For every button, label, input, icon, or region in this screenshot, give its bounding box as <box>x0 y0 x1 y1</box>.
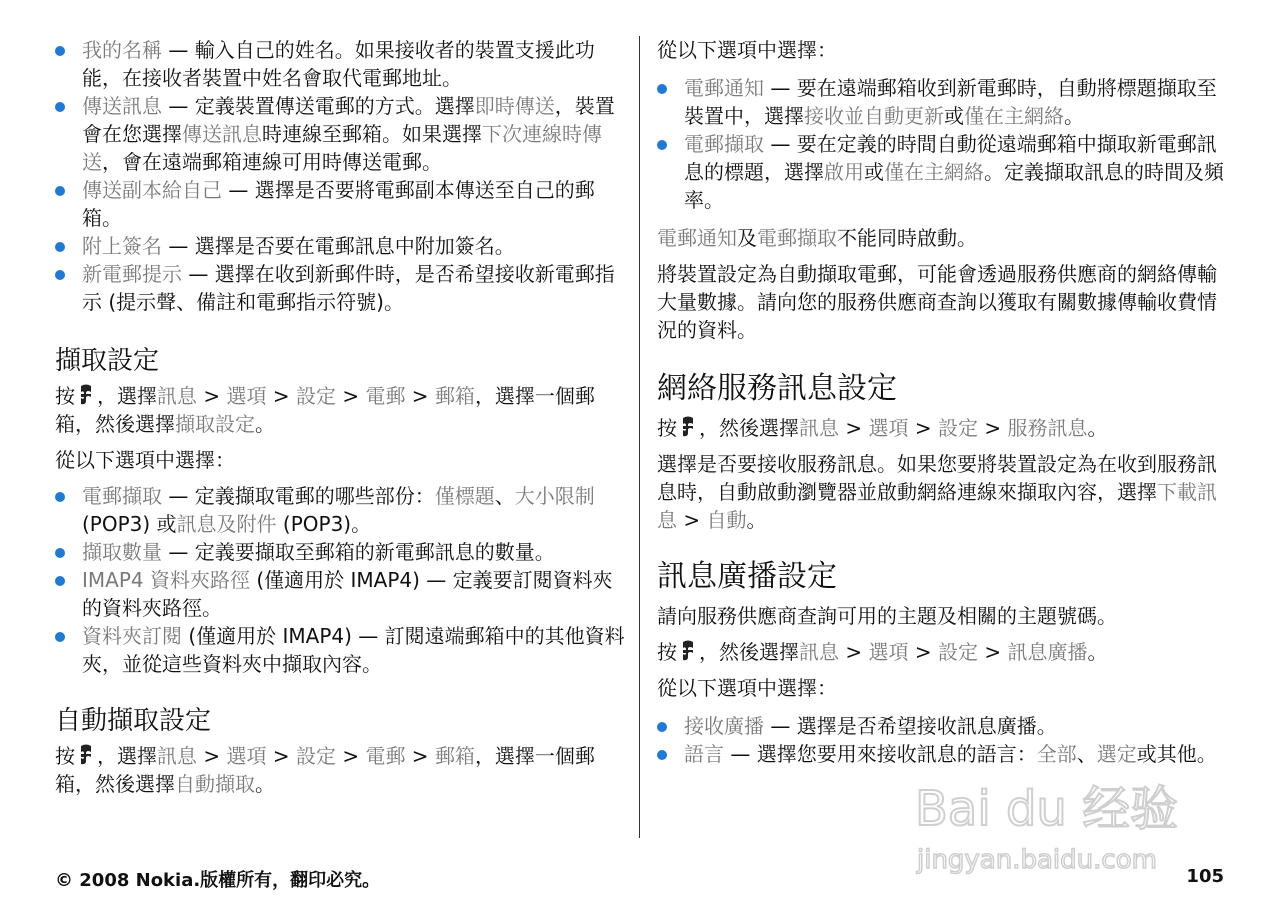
retrieval-instructions: 按 ，選擇訊息 > 選項 > 設定 > 電郵 > 郵箱，選擇一個郵箱，然後選擇擷取設定。 <box>55 384 595 436</box>
watermark-url: jingyan.baidu.com <box>917 845 1157 875</box>
list-item: 擷取數量 — 定義要擷取至郵箱的新電郵訊息的數量。 <box>55 538 625 566</box>
bullet-icon <box>55 242 65 252</box>
right-column <box>657 36 1227 768</box>
list-item: 語言 — 選擇您要用來接收訊息的語言：全部、選定或其他。 <box>657 740 1227 768</box>
copyright-footer: © 2008 Nokia.版權所有，翻印必究。 <box>55 870 381 891</box>
broadcast-options-list <box>657 712 1227 768</box>
list-item: 我的名稱 — 輸入自己的姓名。如果接收者的裝置支援此功能，在接收者裝置中姓名會取代電郵地址。 <box>55 36 625 92</box>
list-item: 資料夾訂閱 (僅適用於 IMAP4) — 訂閱遠端郵箱中的其他資料夾，並從這些資料夾中擷取內容。 <box>55 622 625 678</box>
bullet-icon <box>55 270 65 280</box>
watermark-brand: Bai du 经验 <box>915 781 1179 837</box>
bullet-icon <box>55 632 65 642</box>
bullet-icon <box>55 492 65 502</box>
bullet-icon <box>55 548 65 558</box>
auto-retrieval-instructions: 按 ，選擇訊息 > 選項 > 設定 > 電郵 > 郵箱，選擇一個郵箱，然後選擇自動擷取。 <box>55 744 595 796</box>
list-item: 電郵擷取 — 定義擷取電郵的哪些部份：僅標題、大小限制 (POP3) 或訊息及附件 (POP3)。 <box>55 482 625 538</box>
data-transfer-paragraph: 將裝置設定為自動擷取電郵，可能會透過服務供應商的網絡傳輸大量數據。請向您的服務供應商查詢以獲取有關數據傳輸收費情況的資料。 <box>657 262 1217 342</box>
service-paragraph: 選擇是否要接收服務訊息。如果您要將裝置設定為在收到服務訊息時，自動啟動瀏覽器並啟動網絡連線來擷取內容，選擇下載訊息 > 自動。 <box>657 452 1217 532</box>
bullet-icon <box>657 722 667 732</box>
list-item: 接收廣播 — 選擇是否希望接收訊息廣播。 <box>657 712 1227 740</box>
bullet-icon <box>657 140 667 150</box>
cell-broadcast-heading: 訊息廣播設定 <box>657 559 837 594</box>
nokia-menu-key-icon <box>679 639 697 663</box>
service-instructions: 按 ，然後選擇訊息 > 選項 > 設定 > 服務訊息。 <box>657 416 1108 440</box>
service-message-heading: 網絡服務訊息設定 <box>657 371 897 406</box>
list-item: 附上簽名 — 選擇是否要在電郵訊息中附加簽名。 <box>55 232 625 260</box>
bullet-icon <box>55 186 65 196</box>
choose-label: 從以下選項中選擇： <box>55 448 235 472</box>
bullet-icon <box>657 84 667 94</box>
choose-label: 從以下選項中選擇： <box>657 676 837 700</box>
broadcast-intro: 請向服務供應商查詢可用的主題及相關的主題號碼。 <box>657 604 1117 628</box>
bullet-icon <box>657 750 667 760</box>
list-item: 電郵擷取 — 要在定義的時間自動從遠端郵箱中擷取新電郵訊息的標題，選擇啟用或僅在主網絡。定義擷取訊息的時間及頻率。 <box>657 130 1227 214</box>
retrieval-options-list <box>55 482 625 678</box>
list-item: 傳送訊息 — 定義裝置傳送電郵的方式。選擇即時傳送，裝置會在您選擇傳送訊息時連線至郵箱。如果選擇下次連線時傳送，會在遠端郵箱連線可用時傳送電郵。 <box>55 92 625 176</box>
list-item: IMAP4 資料夾路徑 (僅適用於 IMAP4) — 定義要訂閱資料夾的資料夾路徑。 <box>55 566 625 622</box>
bullet-icon <box>55 46 65 56</box>
baidu-watermark <box>905 770 1205 880</box>
bullet-icon <box>55 102 65 112</box>
left-column <box>55 36 625 798</box>
notification-options-list <box>657 74 1227 214</box>
bullet-icon <box>55 576 65 586</box>
note-text: 電郵通知及電郵擷取不能同時啟動。 <box>657 226 977 250</box>
choose-label: 從以下選項中選擇： <box>657 38 837 62</box>
auto-retrieval-heading: 自動擷取設定 <box>55 706 212 736</box>
column-divider <box>639 36 640 838</box>
retrieval-settings-heading: 擷取設定 <box>55 346 160 376</box>
list-item: 新電郵提示 — 選擇在收到新郵件時，是否希望接收新電郵指示 (提示聲、備註和電郵指示符號)。 <box>55 260 625 316</box>
nokia-menu-key-icon <box>679 415 697 439</box>
list-item: 傳送副本給自己 — 選擇是否要將電郵副本傳送至自己的郵箱。 <box>55 176 625 232</box>
nokia-menu-key-icon <box>77 743 95 767</box>
page-number: 105 <box>1186 866 1224 887</box>
broadcast-instructions: 按 ，然後選擇訊息 > 選項 > 設定 > 訊息廣播。 <box>657 640 1108 664</box>
mail-settings-list <box>55 36 625 316</box>
nokia-menu-key-icon <box>77 383 95 407</box>
list-item: 電郵通知 — 要在遠端郵箱收到新電郵時，自動將標題擷取至裝置中，選擇接收並自動更新或僅在主網絡。 <box>657 74 1227 130</box>
